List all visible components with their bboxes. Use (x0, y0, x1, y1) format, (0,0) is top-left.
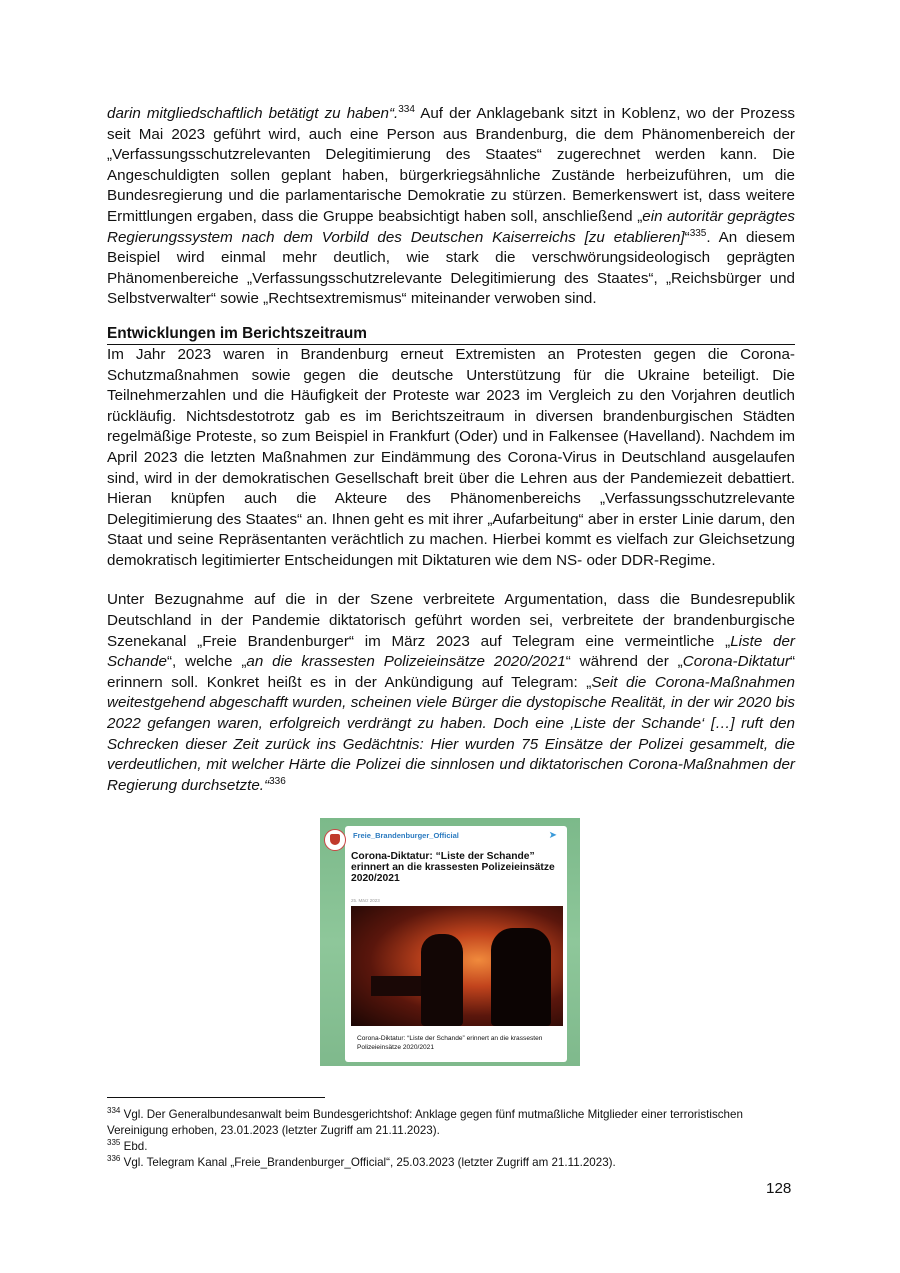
quote-italic: Seit die Corona-Maßnahmen weitestgehend abgeschafft wurden, scheinen viele Bürger die dystopische Realität, in der wir 2020 bis 2022 gefangen waren, erfolgreich verdrängt zu haben. Doch eine ‚Liste der Schande‘ […] ruft den Schrecken dieser Zeit zurück ins Gedächtnis: Hier wurden 75 Einsätze der Polizei gesammelt, die verdeutlichen, mit welcher Härte die Polizei die sinnlosen und diktatorischen Corona-Maßnahmen der Regierung durchsetzte. (107, 673, 795, 794)
paragraph-text: Unter Bezugnahme auf die in der Szene verbreitete Argumentation, dass die Bundesrepublik Deutschland in der Pandemie diktatorisch geführt worden sei, verbreitete der brandenburgische Szenekanal „Freie Brandenburger“ im März 2023 auf Telegram eine vermeintliche „ (107, 591, 795, 650)
quote-italic: Corona-Diktatur (682, 653, 790, 671)
post-caption: Corona-Diktatur: “Liste der Schande” erinnert an die krassesten Polizeieinsätze 2020/2021 (351, 1030, 557, 1056)
quote-italic: an die krassesten Polizeieinsätze 2020/2021 (246, 653, 566, 671)
telegram-plane-icon: ➤ (548, 830, 557, 841)
paragraph-text: Auf der Anklagebank sitzt in Koblenz, wo der Prozess seit Mai 2023 geführt wird, auch eine Person aus Brandenburg, die dem Phänomenbereich der „Verfassungsschutzrelevanten Delegitimierung des Staates“ zugerechnet werden kann. Die Angeschuldigten sollen geplant haben, bürgerkriegsähnliche Zustände herbeizuführen, um die Bundesregierung und die parlamentarische Demokratie zu stürzen. Bemerkenswert ist, dass weitere Ermittlungen ergaben, dass die Gruppe beabsichtigt haben soll, anschließend „ (107, 105, 796, 225)
footnotes (107, 1107, 795, 1171)
footnote-334: $^{334}$ Vgl. Der Generalbundesanwalt beim Bundesgerichtshof: Anklage gegen fünf mutmaßliche Mitglieder einer terroristischen Vereinigung erhoben, 23.01.2023 (letzter Zugriff am 21.11.2023). (107, 1106, 743, 1137)
footnote-ref-335[interactable]: 335 (689, 227, 707, 239)
paragraph-2: Im Jahr 2023 waren in Brandenburg erneut Extremisten an Protesten gegen die Corona-Schutzmaßnahmen sowie gegen die deutsche Unterstützung für die Ukraine beteiligt. Die Teilnehmerzahlen und die Häufigkeit der Proteste war 2023 im Vergleich zu den Vorjahren deutlich rückläufig. Nichtsdestotrotz gab es im Berichtszeitraum in diversen brandenburgischen Städten regelmäßige Proteste, so zum Beispiel in Frankfurt (Oder) und in Falkensee (Havelland). Nachdem im April 2023 die letzten Maßnahmen zur Eindämmung des Corona-Virus in Deutschland ausgelaufen sind, wird in der demokratischen Gesellschaft breit über die Lehren aus der Pandemiezeit debattiert. Hieran knüpfen auch die Akteure des Phänomenbereichs „Verfassungsschutzrelevante Delegitimierung des Staates“ an. Ihnen geht es mit ihrer „Aufarbeitung“ aber in erster Linie darum, den Staat und seine Repräsentanten verächtlich zu machen. Hierbei kommt es vielfach zur Gleichsetzung demokratisch legitimierter Entscheidungen mit Diktaturen wie dem NS- oder DDR-Regime. (107, 345, 795, 569)
paragraph-text: “ erinnern soll. Konkret heißt es in der Ankündigung auf Telegram: „ (107, 653, 795, 691)
post-date: 25. März 2023 (351, 898, 380, 903)
paragraph-1 (107, 104, 795, 310)
channel-name: Freie_Brandenburger_Official (353, 831, 459, 840)
paragraph-text: “, welche „ (166, 653, 247, 671)
page-number: 128 (766, 1180, 792, 1197)
paragraph-text: . An diesem Beispiel wird einmal mehr deutlich, wie stark die verschwörungsideologisch geprägten Phänomenbereiche „Verfassungsschutzrelevante Delegitimierung des Staates“, „Reichsbürger und Selbstverwalter“ sowie „Rechtsextremismus“ miteinander verwoben sind. (107, 228, 795, 308)
police-silhouette (491, 928, 551, 1026)
footnote-336: $^{336}$ Vgl. Telegram Kanal „Freie_Brandenburger_Official“, 25.03.2023 (letzter Zugriff am 21.11.2023). (107, 1154, 616, 1169)
post-photo (351, 906, 563, 1026)
telegram-screenshot-figure (320, 818, 580, 1066)
telegram-post-card (345, 826, 567, 1062)
section-heading: Entwicklungen im Berichtszeitraum (107, 324, 795, 345)
channel-avatar (324, 829, 346, 851)
police-silhouette (421, 934, 463, 1026)
paragraph-3 (107, 590, 795, 796)
quote-close: “ (264, 776, 270, 794)
footnote-ref-336[interactable]: 336 (269, 775, 286, 787)
page-body (107, 104, 795, 796)
footnote-ref-334[interactable]: 334 (398, 103, 415, 115)
footnote-divider (107, 1097, 325, 1098)
paragraph-text: “ während der „ (565, 653, 683, 671)
footnote-335: $^{335}$ Ebd. (107, 1138, 148, 1153)
quote-italic: darin mitgliedschaftlich betätigt zu haben“. (107, 105, 399, 122)
police-silhouette (371, 976, 421, 996)
quote-italic: ein autoritär geprägtes Regierungssystem nach dem Vorbild des Deutschen Kaiserreichs [zu etablieren] (107, 207, 795, 246)
quote-italic: Liste der Schande (107, 632, 795, 671)
post-title: Corona-Diktatur: “Liste der Schande” erinnert an die krassesten Polizeieinsätze 2020/2021 (351, 851, 555, 884)
quote-close: “ (684, 228, 690, 246)
